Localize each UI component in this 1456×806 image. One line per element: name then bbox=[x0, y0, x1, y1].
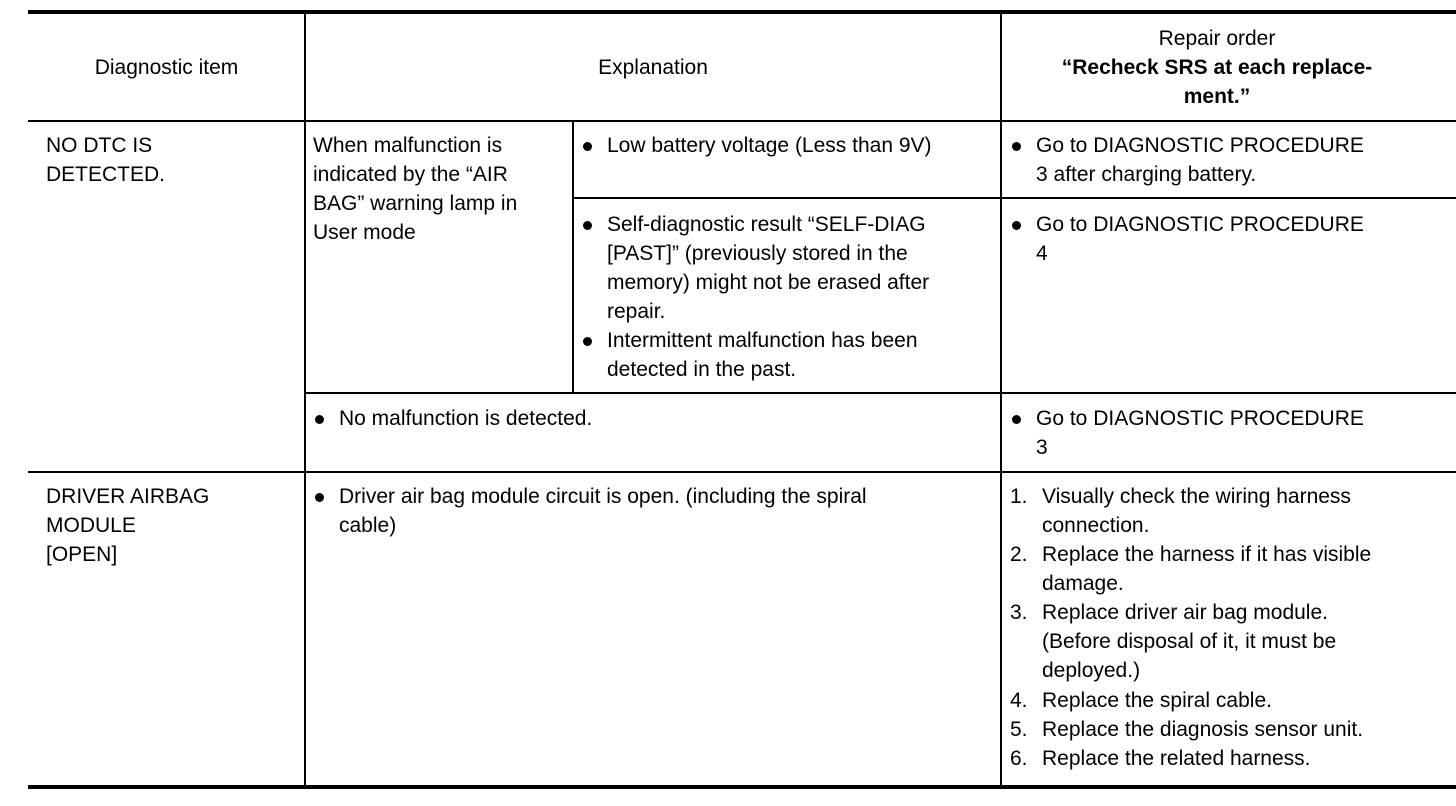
step-text: (Before disposal of it, it must be bbox=[1042, 630, 1337, 653]
header-repair-order-note-cont: ment.” bbox=[1183, 85, 1251, 108]
cause-self-diag: memory) might not be erased after bbox=[607, 271, 930, 294]
bullet-icon bbox=[583, 337, 592, 346]
bullet-icon bbox=[315, 415, 324, 424]
cause-self-diag: Self-diagnostic result “SELF-DIAG bbox=[607, 213, 926, 236]
cause-intermittent: Intermittent malfunction has been bbox=[607, 329, 918, 352]
cause-intermittent: detected in the past. bbox=[607, 358, 797, 381]
step-text: Replace the related harness. bbox=[1042, 747, 1311, 770]
cause-low-battery: Low battery voltage (Less than 9V) bbox=[607, 134, 932, 157]
cause-no-malfunction: No malfunction is detected. bbox=[339, 407, 593, 430]
condition-text: User mode bbox=[313, 221, 416, 244]
header-explanation: Explanation bbox=[598, 56, 708, 79]
item-no-dtc-cont: DETECTED. bbox=[46, 163, 166, 186]
repair-sub3-cont: 3 bbox=[1036, 436, 1048, 459]
step-number: 5. bbox=[1010, 718, 1028, 741]
bullet-icon bbox=[1012, 221, 1021, 230]
bullet-icon bbox=[583, 142, 592, 151]
step-number: 2. bbox=[1010, 543, 1028, 566]
step-text: Visually check the wiring harness bbox=[1042, 485, 1351, 508]
step-text: deployed.) bbox=[1042, 659, 1141, 682]
step-number: 1. bbox=[1010, 485, 1028, 508]
step-text: connection. bbox=[1042, 514, 1150, 537]
row-divider-sub2 bbox=[305, 392, 1456, 394]
cause-self-diag: repair. bbox=[607, 300, 666, 323]
header-bottom-border bbox=[28, 120, 1456, 122]
cause-circuit-open: Driver air bag module circuit is open. (including the spiral bbox=[339, 485, 867, 508]
condition-text: indicated by the “AIR bbox=[313, 163, 508, 186]
bullet-icon bbox=[1012, 415, 1021, 424]
step-text: Replace the harness if it has visible bbox=[1042, 543, 1372, 566]
item-driver-airbag: DRIVER AIRBAG bbox=[46, 485, 210, 508]
repair-sub2-cont: 4 bbox=[1036, 242, 1048, 265]
bullet-icon bbox=[583, 221, 592, 230]
repair-sub3: Go to DIAGNOSTIC PROCEDURE bbox=[1036, 407, 1364, 430]
repair-sub2: Go to DIAGNOSTIC PROCEDURE bbox=[1036, 213, 1364, 236]
step-number: 6. bbox=[1010, 747, 1028, 770]
header-repair-order-note: “Recheck SRS at each replace- bbox=[1061, 56, 1373, 79]
repair-sub1: Go to DIAGNOSTIC PROCEDURE bbox=[1036, 134, 1364, 157]
col-divider-item bbox=[304, 14, 306, 785]
item-no-dtc: NO DTC IS bbox=[46, 134, 153, 157]
step-text: Replace driver air bag module. bbox=[1042, 601, 1328, 624]
row-divider-main bbox=[28, 471, 1456, 473]
cause-circuit-open-cont: cable) bbox=[339, 514, 397, 537]
cause-self-diag: [PAST]” (previously stored in the bbox=[607, 242, 908, 265]
step-number: 3. bbox=[1010, 601, 1028, 624]
table-top-border bbox=[28, 10, 1456, 14]
header-diagnostic-item: Diagnostic item bbox=[94, 56, 239, 79]
step-text: Replace the diagnosis sensor unit. bbox=[1042, 718, 1364, 741]
step-text: Replace the spiral cable. bbox=[1042, 689, 1272, 712]
row-divider-sub1 bbox=[573, 197, 1456, 199]
bullet-icon bbox=[315, 493, 324, 502]
repair-sub1-cont: 3 after charging battery. bbox=[1036, 163, 1257, 186]
item-driver-airbag-cont: MODULE bbox=[46, 514, 136, 537]
col-divider-condition bbox=[572, 121, 574, 393]
item-driver-airbag-code: [OPEN] bbox=[46, 543, 118, 566]
header-repair-order: Repair order bbox=[1158, 27, 1276, 50]
step-text: damage. bbox=[1042, 572, 1124, 595]
condition-text: When malfunction is bbox=[313, 134, 503, 157]
col-divider-repair bbox=[1000, 14, 1002, 785]
condition-text: BAG” warning lamp in bbox=[313, 192, 518, 215]
table-bottom-border bbox=[28, 785, 1456, 789]
step-number: 4. bbox=[1010, 689, 1028, 712]
bullet-icon bbox=[1012, 142, 1021, 151]
